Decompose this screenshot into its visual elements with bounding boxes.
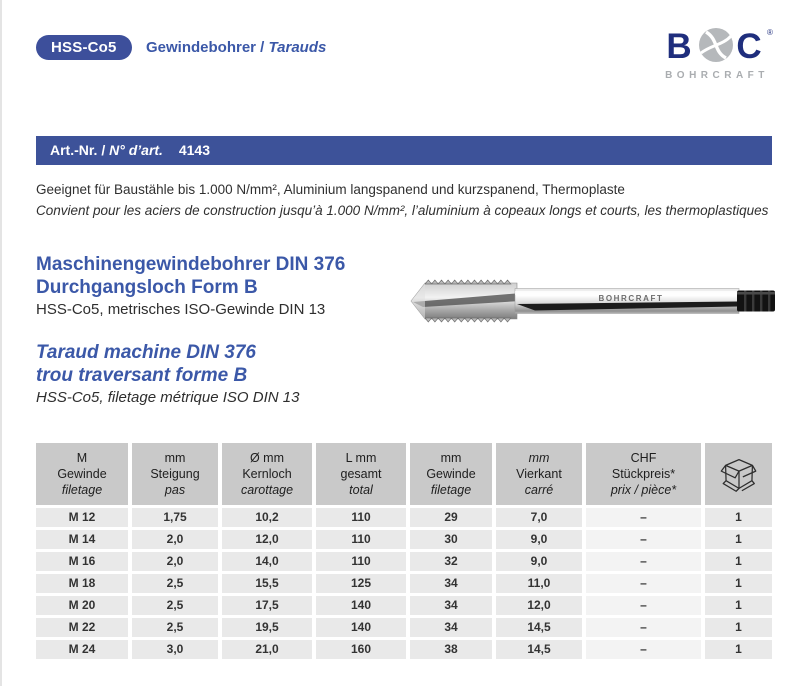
table-cell: 9,0 xyxy=(496,552,582,571)
table-cell: 2,0 xyxy=(132,552,218,571)
tap-square-end-highlight xyxy=(737,292,775,295)
description-de: Geeignet für Baustähle bis 1.000 N/mm², Aluminium langspanend und kurzspanend, Thermoplaste xyxy=(36,182,625,197)
column-header-line: mm xyxy=(164,451,186,465)
column-header-packaging xyxy=(705,443,772,505)
specification-table xyxy=(36,443,772,659)
table-cell: 1 xyxy=(705,552,772,571)
column-header-line: filetage xyxy=(430,483,472,497)
page-edge-divider xyxy=(0,0,2,686)
column-header-line: carottage xyxy=(240,483,294,497)
table-cell: 38 xyxy=(410,640,492,659)
table-cell: 1 xyxy=(705,618,772,637)
bohrcraft-logo xyxy=(661,25,773,83)
table-cell-size: M 14 xyxy=(36,530,128,549)
table-cell: 2,5 xyxy=(132,618,218,637)
packaging-box-icon xyxy=(716,451,762,497)
column-header-line: Gewinde xyxy=(57,467,107,481)
table-cell: – xyxy=(586,596,701,615)
table-cell-size: M 16 xyxy=(36,552,128,571)
table-cell-size: M 12 xyxy=(36,508,128,527)
table-cell: 32 xyxy=(410,552,492,571)
table-cell: 34 xyxy=(410,574,492,593)
table-cell: 110 xyxy=(316,530,406,549)
category-title-fr: Tarauds xyxy=(268,39,327,56)
table-cell: 34 xyxy=(410,596,492,615)
table-cell: 1 xyxy=(705,596,772,615)
table-cell: 1 xyxy=(705,530,772,549)
column-header xyxy=(410,443,492,505)
column-header-line: Vierkant xyxy=(516,467,562,481)
suitability-description xyxy=(36,179,772,221)
column-header-line: Steigung xyxy=(150,467,200,481)
product-title-de-line2: Durchgangsloch Form B xyxy=(36,277,258,298)
logo-wordmark: BOHRCRAFT xyxy=(665,70,769,81)
table-cell: 15,5 xyxy=(222,574,312,593)
column-header xyxy=(586,443,701,505)
table-cell: 125 xyxy=(316,574,406,593)
tap-thread-teeth-top xyxy=(425,280,511,284)
material-badge: HSS-Co5 xyxy=(36,35,132,60)
table-cell: 14,5 xyxy=(496,640,582,659)
article-label-fr: N° d’art. xyxy=(109,142,163,158)
table-cell: 1 xyxy=(705,574,772,593)
column-header-line: Kernloch xyxy=(242,467,292,481)
product-title-fr-line2: trou traversant forme B xyxy=(36,365,248,386)
column-header-line: CHF xyxy=(630,451,657,465)
tap-brand-print: BOHRCRAFT xyxy=(598,294,664,303)
table-cell: 34 xyxy=(410,618,492,637)
table-cell: 21,0 xyxy=(222,640,312,659)
table-cell: 14,5 xyxy=(496,618,582,637)
tap-tip-chamfer xyxy=(411,283,425,319)
table-cell: 19,5 xyxy=(222,618,312,637)
table-cell: 17,5 xyxy=(222,596,312,615)
column-header xyxy=(316,443,406,505)
logo-letter-c: C xyxy=(736,27,762,66)
table-cell: – xyxy=(586,508,701,527)
article-number-bar xyxy=(36,136,772,165)
table-cell: 110 xyxy=(316,552,406,571)
column-header-line: Ø mm xyxy=(249,451,285,465)
table-cell: 110 xyxy=(316,508,406,527)
product-subtitle-de: HSS-Co5, metrisches ISO-Gewinde DIN 13 xyxy=(36,301,326,318)
product-title-de xyxy=(36,253,345,299)
table-cell: 14,0 xyxy=(222,552,312,571)
column-header-line: L mm xyxy=(345,451,377,465)
product-subtitle-fr: HSS-Co5, filetage métrique ISO DIN 13 xyxy=(36,389,300,406)
table-cell: 12,0 xyxy=(496,596,582,615)
table-cell: 11,0 xyxy=(496,574,582,593)
table-cell-size: M 22 xyxy=(36,618,128,637)
table-cell: 9,0 xyxy=(496,530,582,549)
column-header-line: mm xyxy=(528,451,550,465)
table-cell: 3,0 xyxy=(132,640,218,659)
column-header-line: Gewinde xyxy=(426,467,476,481)
table-cell: 140 xyxy=(316,596,406,615)
product-photo-machine-tap xyxy=(403,268,805,334)
column-header xyxy=(36,443,128,505)
column-header-line: Stückpreis* xyxy=(611,467,676,481)
column-header-line: carré xyxy=(524,483,554,497)
table-cell: 2,5 xyxy=(132,574,218,593)
table-cell: 160 xyxy=(316,640,406,659)
column-header-line: mm xyxy=(440,451,462,465)
category-title xyxy=(146,39,326,56)
category-title-de: Gewindebohrer / xyxy=(146,39,265,56)
table-cell: 1 xyxy=(705,508,772,527)
product-title-de-line1: Maschinengewindebohrer DIN 376 xyxy=(36,254,346,275)
table-cell: 2,0 xyxy=(132,530,218,549)
table-cell: 10,2 xyxy=(222,508,312,527)
table-cell-size: M 24 xyxy=(36,640,128,659)
column-header xyxy=(132,443,218,505)
column-header xyxy=(496,443,582,505)
column-header-line: M xyxy=(76,451,88,465)
table-cell: 140 xyxy=(316,618,406,637)
table-cell: – xyxy=(586,530,701,549)
article-label-de: Art.-Nr. / xyxy=(50,142,106,158)
logo-letter-b: B xyxy=(666,27,692,66)
table-cell: 2,5 xyxy=(132,596,218,615)
table-cell-size: M 18 xyxy=(36,574,128,593)
product-title-fr-line1: Taraud machine DIN 376 xyxy=(36,342,256,363)
column-header-line: gesamt xyxy=(340,467,382,481)
table-cell: – xyxy=(586,618,701,637)
table-cell: 30 xyxy=(410,530,492,549)
column-header xyxy=(222,443,312,505)
column-header-line: pas xyxy=(164,483,186,497)
product-title-fr xyxy=(36,341,256,387)
column-header-line: prix / pièce* xyxy=(610,483,677,497)
table-cell: 29 xyxy=(410,508,492,527)
tap-thread-teeth-bottom xyxy=(425,318,511,322)
article-number: 4143 xyxy=(178,142,210,158)
table-cell: – xyxy=(586,640,701,659)
table-cell: 7,0 xyxy=(496,508,582,527)
table-cell: 1 xyxy=(705,640,772,659)
registered-mark: ® xyxy=(767,28,773,37)
column-header-line: total xyxy=(349,483,373,497)
description-fr: Convient pour les aciers de construction jusqu’à 1.000 N/mm², l’aluminium à copeaux longs et courts, les thermoplastiques xyxy=(36,203,769,218)
column-header-line: filetage xyxy=(61,483,103,497)
table-cell: 12,0 xyxy=(222,530,312,549)
table-cell: – xyxy=(586,574,701,593)
table-cell-size: M 20 xyxy=(36,596,128,615)
table-cell: 1,75 xyxy=(132,508,218,527)
table-cell: – xyxy=(586,552,701,571)
